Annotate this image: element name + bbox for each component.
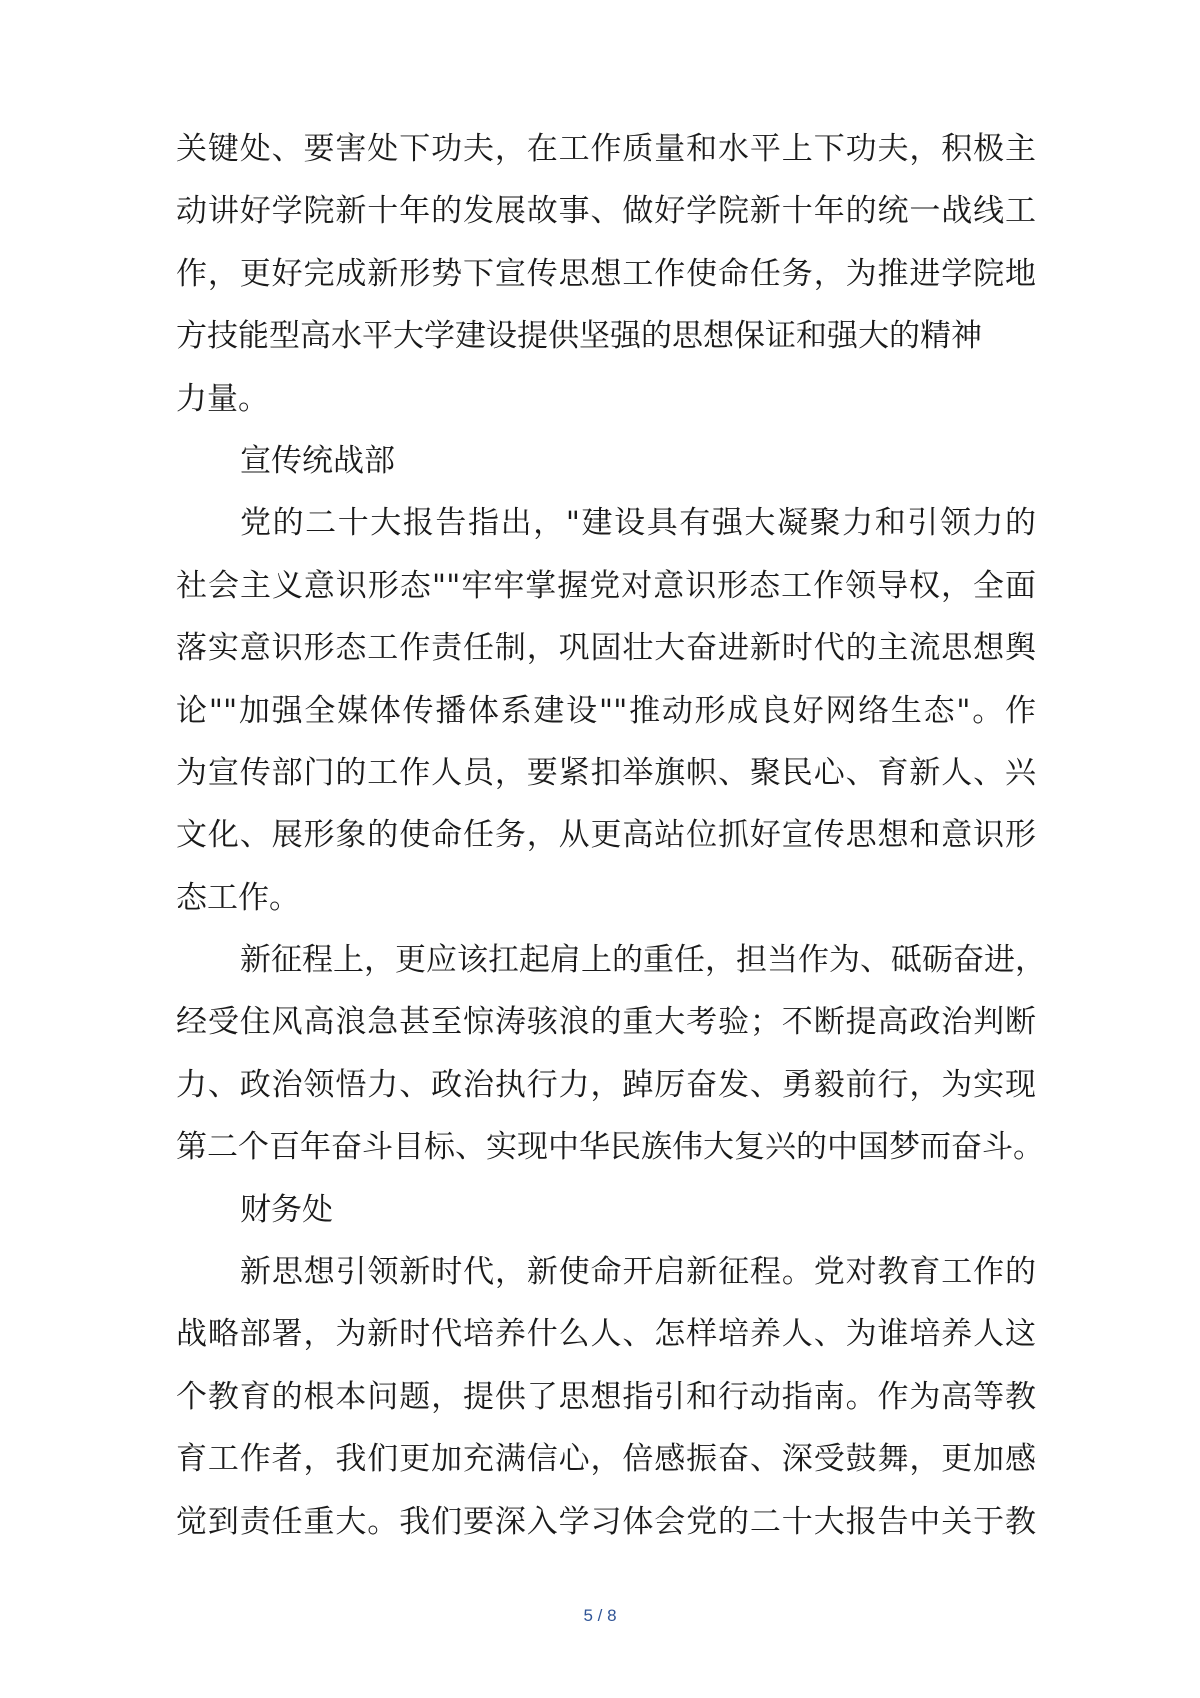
text-line: 落实意识形态工作责任制，巩固壮大奋进新时代的主流思想舆 (176, 630, 1036, 667)
text-line: 为宣传部门的工作人员，要紧扣举旗帜、聚民心、育新人、兴 (176, 754, 1036, 791)
text-line: 社会主义意识形态""牢牢掌握党对意识形态工作领导权，全面 (176, 567, 1036, 604)
text-line: 动讲好学院新十年的发展故事、做好学院新十年的统一战线工 (176, 193, 1036, 230)
text-line: 力量。 (176, 380, 269, 417)
document-body (176, 118, 1046, 1553)
section-heading-publicity-united-front: 宣传统战部 (240, 442, 395, 479)
text-line: 方技能型高水平大学建设提供坚强的思想保证和强大的精神 (176, 318, 982, 355)
text-line: 新征程上，更应该扛起肩上的重任，担当作为、砥砺奋进， (240, 942, 1046, 979)
text-line: 育工作者，我们更加充满信心，倍感振奋、深受鼓舞，更加感 (176, 1441, 1036, 1478)
text-line: 经受住风高浪急甚至惊涛骇浪的重大考验；不断提高政治判断 (176, 1004, 1036, 1041)
text-line: 战略部署，为新时代培养什么人、怎样培养人、为谁培养人这 (176, 1316, 1036, 1353)
text-line: 党的二十大报告指出，"建设具有强大凝聚力和引领力的 (240, 505, 1036, 542)
text-line: 新思想引领新时代，新使命开启新征程。党对教育工作的 (240, 1254, 1036, 1291)
text-line: 作，更好完成新形势下宣传思想工作使命任务，为推进学院地 (176, 255, 1036, 292)
text-line: 态工作。 (176, 879, 300, 916)
text-line: 力、政治领悟力、政治执行力，踔厉奋发、勇毅前行，为实现 (176, 1066, 1036, 1103)
text-line: 文化、展形象的使命任务，从更高站位抓好宣传思想和意识形 (176, 817, 1036, 854)
text-line: 关键处、要害处下功夫，在工作质量和水平上下功夫，积极主 (176, 131, 1036, 167)
text-line: 觉到责任重大。我们要深入学习体会党的二十大报告中关于教 (176, 1503, 1036, 1540)
text-line: 个教育的根本问题，提供了思想指引和行动指南。作为高等教 (176, 1378, 1036, 1415)
section-heading-finance: 财务处 (240, 1191, 333, 1228)
page-number: 5 / 8 (583, 1606, 617, 1625)
text-line: 第二个百年奋斗目标、实现中华民族伟大复兴的中国梦而奋斗。 (176, 1129, 1044, 1166)
text-line: 论""加强全媒体传播体系建设""推动形成良好网络生态"。作 (176, 692, 1036, 729)
